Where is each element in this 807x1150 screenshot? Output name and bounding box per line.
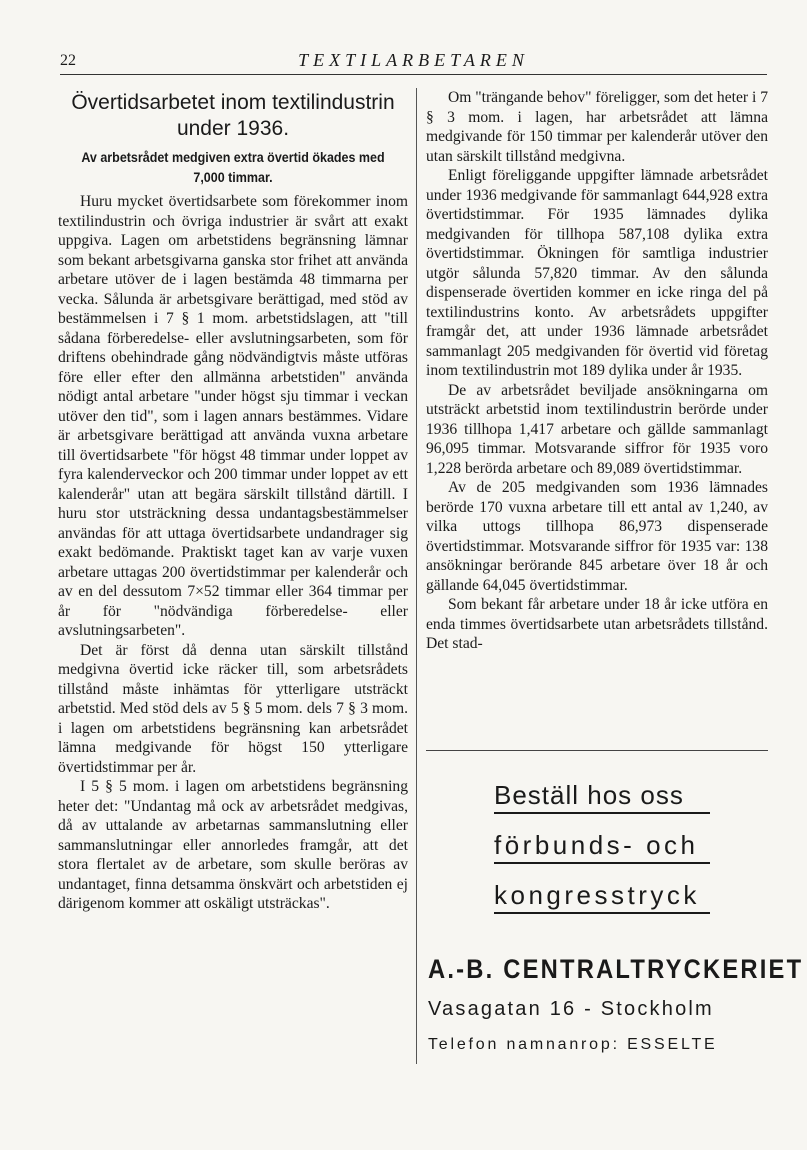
article-paragraph: Om "trängande behov" föreligger, som det heter i 7 § 3 mom. i lagen, har arbetsrådet att lämna medgivande för 150 timmar per kalenderår utöver den utan särskilt tillstånd medgivna.: [426, 89, 768, 165]
ad-headline-line-2: förbunds- och: [494, 828, 710, 864]
article-paragraph: I 5 § 5 mom. i lagen om arbetstidens begränsning heter det: "Undantag må ock av arbetsrådet medgivas, då av uttalande av arbetarnas sammanslutning eller sammanslutningar eller annorledes framgår, att det stora flertalet av de arbetare, som skulle beröras av undantaget, finna detsamma önskvärt och arbetstiden ej därigenom kommer att oskäligt utsträckas".: [58, 778, 408, 912]
article-paragraph: Huru mycket övertidsarbete som förekommer inom textilindustrin och övriga industrier är svårt att exakt uppgiva. Lagen om arbetstidens begränsning lämnar som bekant arbetsgivarna ganska stor frihet att använda arbetare utöver de i lagen bestämda 48 timmarna per vecka. Sålunda är arbetsgivare berättigad, med stöd av bestämmelsen i 7 § 1 mom. arbetstidslagen, att "till sådana förberedelse- eller avslutningsarbeten, som för driftens obehindrade gång nödvändigtvis måste utföras före eller efter den allmänna arbetstiden" använda nödigt antal arbetare "under högst sju timmar i veckan utöver den tid", som i lagen annars bestämmes. Vidare är arbetsgivare berättigad att använda vuxna arbetare till övertidsarbete "för högst 48 timmar under loppet av fyra kalenderveckor och 200 timmar under loppet av ett kalenderår" utan att begära särskilt tillstånd därtill. I huru stor utsträckning dessa undantagsbestämmelser användas för att uttaga övertidsarbete undandrager sig exakt bedömande. Praktiskt taget kan av varje vuxen arbetare uttagas 200 övertidstimmar per kalenderår och av en del dessutom 7×52 timmar eller 364 timmar per år för "nödvändiga förberedelse- eller avslutningsarbeten".: [58, 193, 408, 639]
ad-address: Vasagatan 16 - Stockholm: [428, 998, 714, 1020]
article-paragraph: Det är först då denna utan särskilt tillstånd medgivna övertid icke räcker till, som arbetsrådets tillstånd måste inhämtas för ytterligare utsträckt arbetstid. Med stöd dels av 5 § 5 mom. dels 7 § 3 mom. i lagen om arbetstidens begränsning kan arbetsrådet lämna medgivande för högst 150 ytterligare övertidstimmar per år.: [58, 641, 408, 776]
advertisement: [426, 760, 804, 1070]
page-header: [60, 48, 767, 75]
article-paragraph: Enligt föreliggande uppgifter lämnade arbetsrådet under 1936 medgivande för sammanlagt 644,928 extra övertidstimmar. För 1935 lämnades dylika medgivanden för tillhopa 587,108 dylika extra övertidstimmar. Ökningen för samtliga industrier utgör sålunda 57,820 timmar. Av den sålunda dispenserade övertiden kommer en icke ringa del på textilindustrins konto. Av arbetsrådets uppgifter framgår det, att under 1936 lämnade arbetsrådet sammanlagt 205 medgivanden för övertid vid företag inom textilindustrin mot 189 dylika under år 1935.: [426, 167, 768, 379]
article-paragraph: Som bekant får arbetare under 18 år icke utföra en enda timmes övertidsarbete utan arbetsrådets tillstånd. Det stad-: [426, 596, 768, 652]
ad-headline-line-3: kongresstryck: [494, 878, 710, 914]
ad-headline-line-1: Beställ hos oss: [494, 778, 710, 814]
article-right-column: [426, 88, 768, 654]
article-subheading: Av arbetsrådet medgiven extra övertid ökades med 7,000 timmar.: [81, 150, 385, 185]
ad-company-name: A.-B. CENTRALTRYCKERIET: [428, 954, 804, 984]
article-paragraph: Av de 205 medgivanden som 1936 lämnades berörde 170 vuxna arbetare till ett antal av 1,240, av vilka uttogs tillhopa 86,973 dispenserade övertidstimmar. Motsvarande siffror för 1935 var: 138 ansökningar berörande 845 arbetare över 18 år och gällande 64,045 övertidstimmar.: [426, 479, 768, 594]
article-title: Övertidsarbetet inom textilindustrin under 1936.: [71, 91, 395, 140]
running-title: TEXTILARBETAREN: [298, 50, 529, 70]
page-number: 22: [60, 52, 76, 69]
article-left-column: [58, 88, 408, 914]
ad-separator-rule: [426, 750, 768, 751]
column-divider: [416, 88, 417, 1064]
ad-phone: Telefon namnanrop: ESSELTE: [428, 1036, 718, 1053]
article-paragraph: De av arbetsrådet beviljade ansökningarna om utsträckt arbetstid inom textilindustrin berörde under 1936 tillhopa 1,417 arbetare och gällde sammanlagt 96,095 timmar. Motsvarande siffror för 1935 voro 1,228 berörda arbetare och 89,089 övertidstimmar.: [426, 381, 768, 477]
